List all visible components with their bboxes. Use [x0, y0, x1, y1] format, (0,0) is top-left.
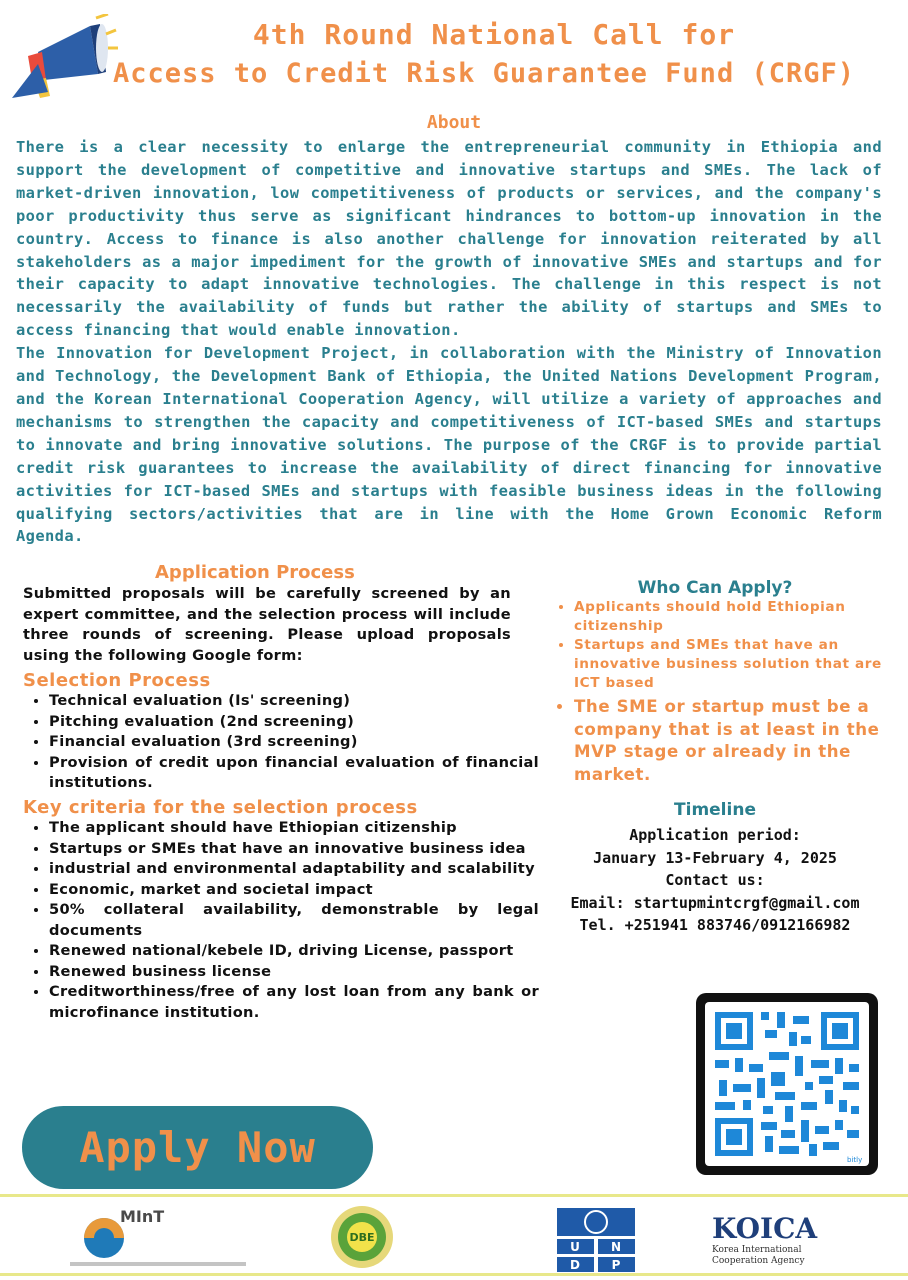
- mint-logo-text: MInT: [120, 1207, 165, 1226]
- apply-now-label: Apply Now: [79, 1123, 316, 1172]
- title-line-2: Access to Credit Risk Guarantee Fund (CRGF): [113, 58, 855, 89]
- application-heading: Application Process: [155, 562, 355, 583]
- list-item: • Applicants should hold Ethiopian citizenship: [574, 598, 898, 636]
- list-item: • Technical evaluation (Is' screening): [49, 691, 539, 712]
- mint-logo: [58, 1202, 248, 1274]
- apply-now-button[interactable]: [22, 1106, 373, 1189]
- undp-letter-d: D: [570, 1258, 580, 1272]
- application-text: Submitted proposals will be carefully screened by an expert committee, and the selection process will include three rounds of screening. Please upload proposals using the following Google form:: [23, 585, 511, 664]
- list-item: • Creditworthiness/free of any lost loan from any bank or microfinance institution.: [49, 982, 539, 1023]
- dbe-logo: [318, 1204, 406, 1270]
- list-item: • Financial evaluation (3rd screening): [49, 732, 539, 753]
- list-item: • Renewed national/kebele ID, driving License, passport: [49, 941, 539, 962]
- koica-logo: [710, 1210, 860, 1270]
- about-heading: About: [426, 112, 482, 133]
- list-item: • Startups or SMEs that have an innovative business idea: [49, 839, 539, 860]
- undp-logo: [557, 1208, 635, 1272]
- criteria-list: [23, 818, 539, 1023]
- who-can-apply-heading: Who Can Apply?: [637, 578, 793, 598]
- about-paragraph-1: There is a clear necessity to enlarge the entrepreneurial community in Ethiopia and support the development of competitive and innovative startups and SMEs. The lack of market-driven innovation, low competitiveness of products or services, and the company's poor productivity thus serve as significant hindrances to bottom-up innovation in the country. Access to finance is also another challenge for innovation reiterated by all stakeholders as a major impediment for the growth of innovative SMEs and startups and for their capacity to adapt innovative technologies. The challenge in this respect is not necessarily the availability of funds but rather the ability of startups and SMEs to access financing that would enable innovation.: [16, 138, 882, 340]
- koica-subtitle-1: Korea International: [712, 1245, 802, 1255]
- list-item: • 50% collateral availability, demonstrable by legal documents: [49, 900, 539, 941]
- dbe-logo-text: DBE: [349, 1231, 375, 1244]
- list-item: • Pitching evaluation (2nd screening): [49, 712, 539, 733]
- undp-letter-n: N: [610, 1240, 622, 1254]
- title-line-1: 4th Round National Call for: [252, 18, 736, 51]
- qr-code-icon: [705, 1002, 869, 1166]
- selection-heading: Selection Process: [23, 670, 211, 691]
- list-item: • Economic, market and societal impact: [49, 880, 539, 901]
- qr-caption: bitly: [847, 1156, 863, 1164]
- list-item: • Provision of credit upon financial evaluation of financial institutions.: [49, 753, 539, 794]
- footer-divider-top: [0, 1194, 908, 1197]
- who-can-apply-list: [556, 598, 898, 786]
- koica-logo-text: KOICA: [712, 1212, 818, 1245]
- undp-letter-u: U: [570, 1240, 580, 1254]
- koica-subtitle-2: Cooperation Agency: [712, 1256, 805, 1266]
- about-text: [16, 136, 882, 548]
- contact-label: Contact us:: [665, 871, 765, 889]
- qr-code[interactable]: [696, 993, 878, 1175]
- timeline-heading: Timeline: [674, 800, 756, 820]
- contact-phone[interactable]: Tel. +251941 883746/0912166982: [579, 916, 851, 934]
- selection-list: [23, 691, 539, 794]
- criteria-heading: Key criteria for the selection process: [23, 797, 418, 818]
- list-item: • The SME or startup must be a company that is at least in the MVP stage or already in the market.: [574, 696, 898, 786]
- application-period-dates: January 13-February 4, 2025: [593, 848, 837, 867]
- footer-divider-bottom: [0, 1273, 908, 1276]
- timeline-block: [540, 824, 890, 937]
- application-period-label: Application period:: [629, 826, 801, 844]
- contact-email[interactable]: Email: startupmintcrgf@gmail.com: [570, 893, 860, 912]
- about-paragraph-2: The Innovation for Development Project, in collaboration with the Ministry of Innovation and Technology, the Development Bank of Ethiopia, the United Nations Development Program, and the Korean International Cooperation Agency, will utilize a variety of approaches and mechanisms to strengthen the capacity and competitiveness of ICT-based SMEs and startups to innovate and bring innovative solutions. The purpose of the CRGF is to provide partial credit risk guarantees to increase the availability of direct financing for innovative activities for ICT-based SMEs and startups with feasible business ideas in the following qualifying sectors/activities that are in line with the Home Grown Economic Reform Agenda.: [16, 344, 882, 546]
- list-item: • The applicant should have Ethiopian citizenship: [49, 818, 539, 839]
- list-item: • industrial and environmental adaptability and scalability: [49, 859, 539, 880]
- list-item: • Startups and SMEs that have an innovative business solution that are ICT based: [574, 636, 898, 693]
- list-item: • Renewed business license: [49, 962, 539, 983]
- undp-letter-p: P: [611, 1258, 621, 1272]
